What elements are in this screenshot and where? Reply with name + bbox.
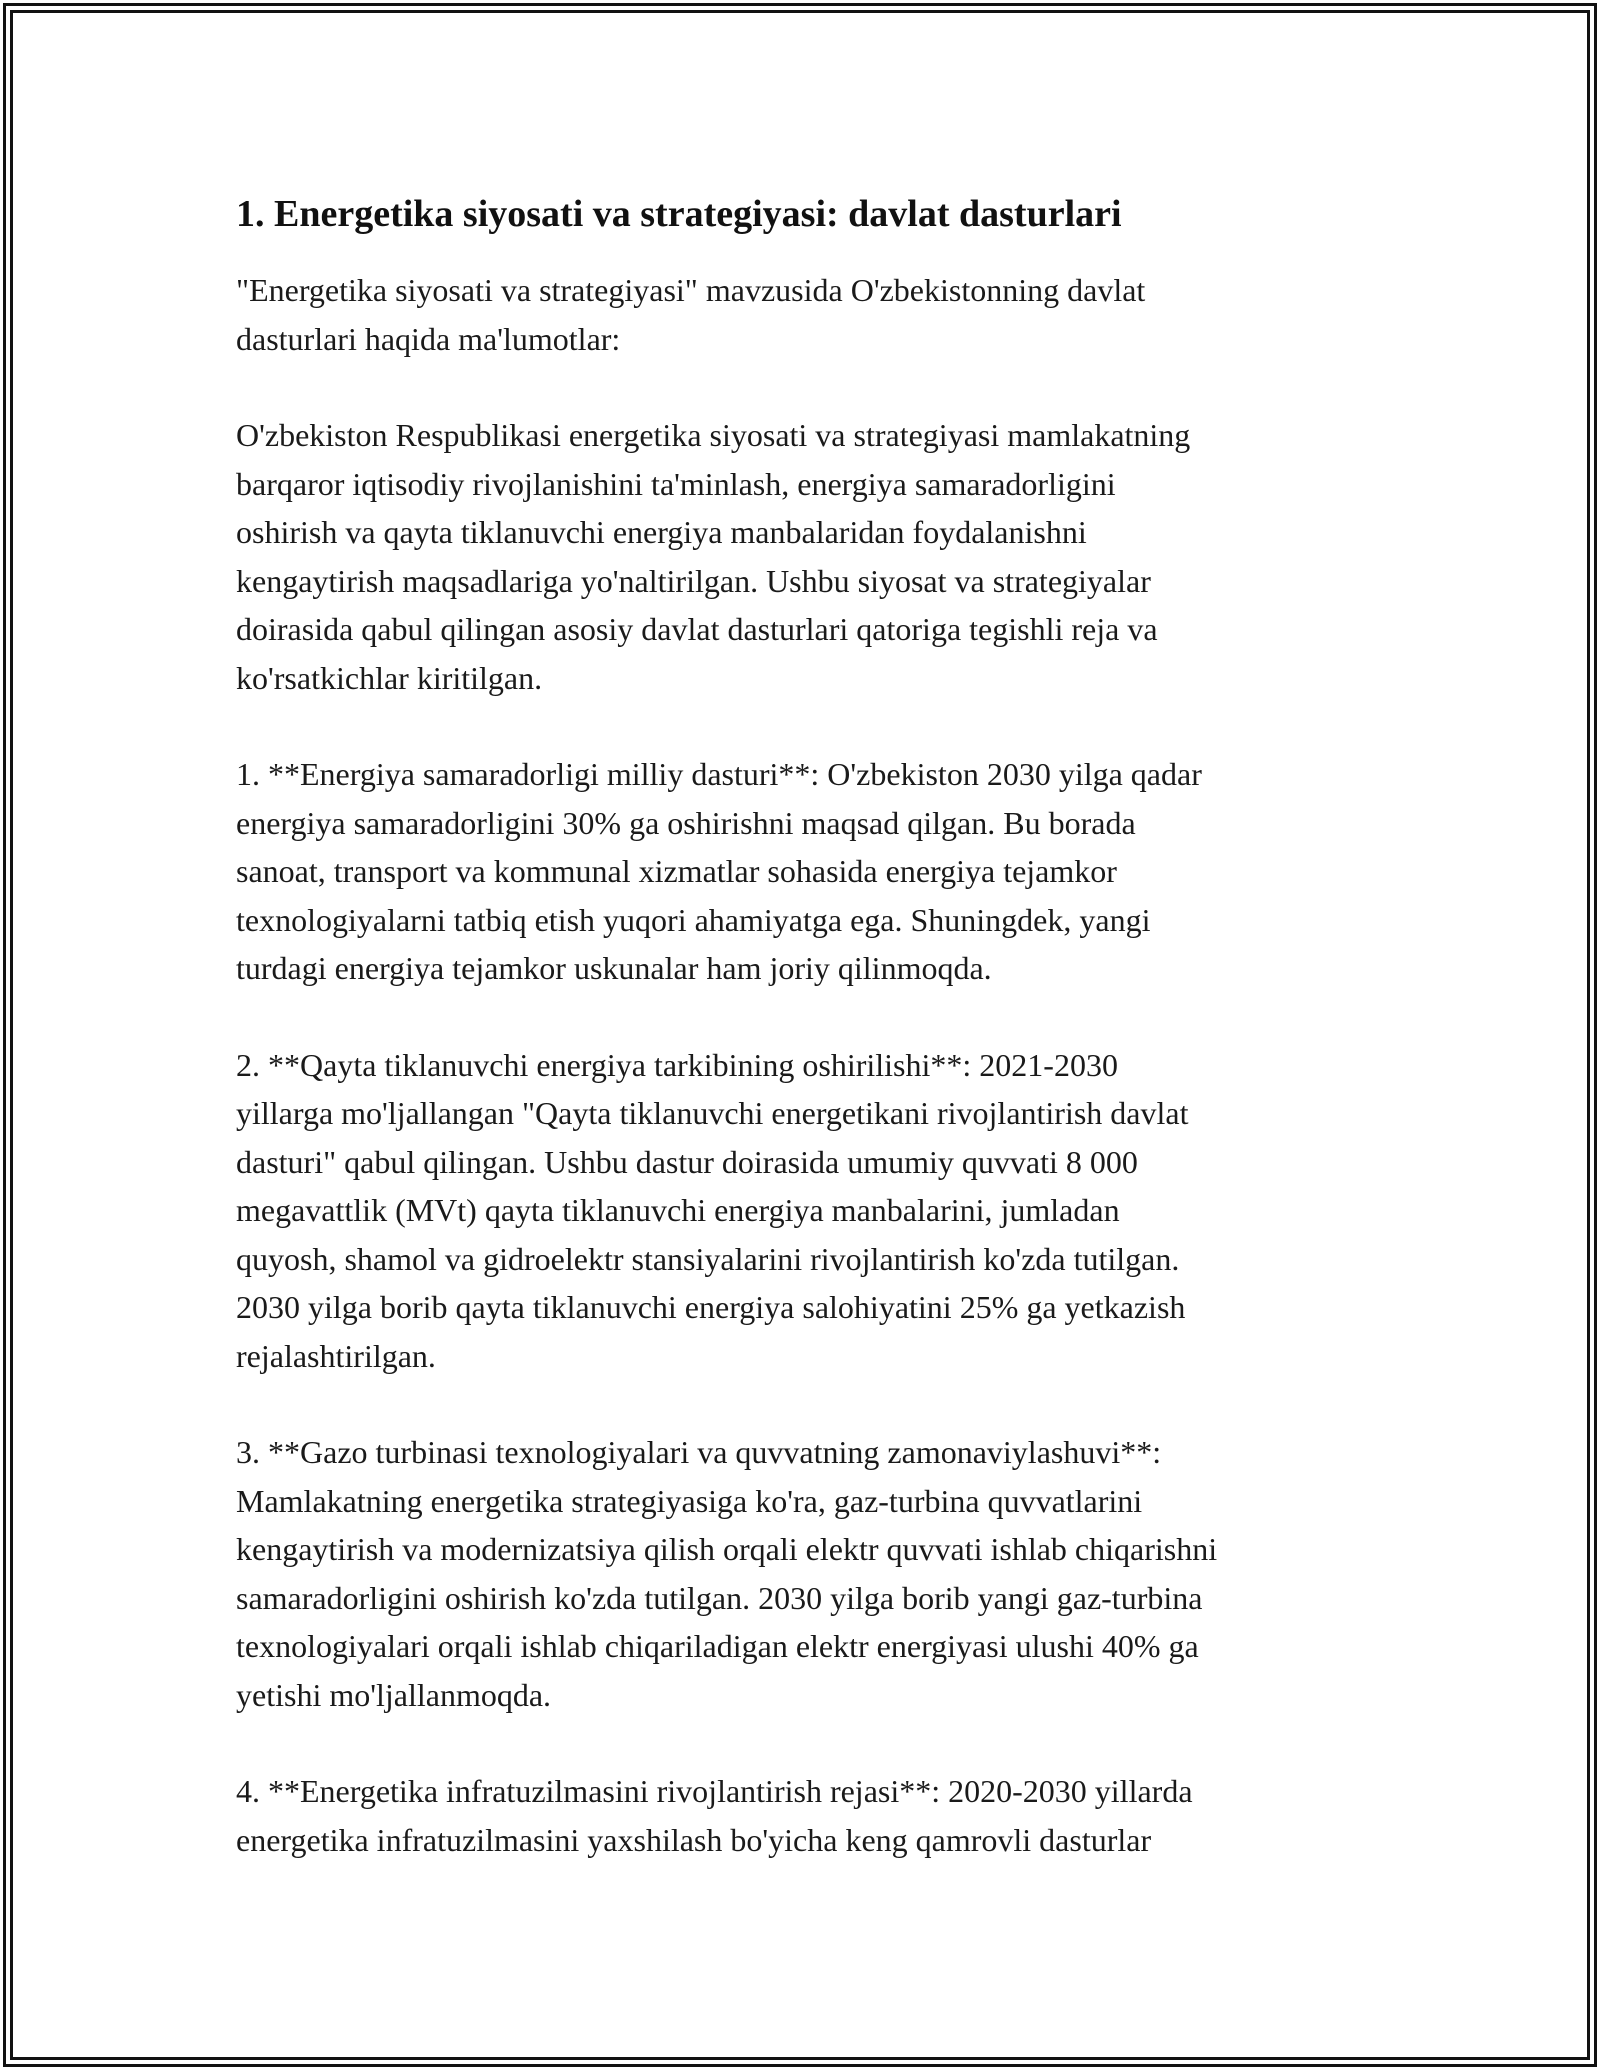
text-line: 1. **Energiya samaradorligi milliy dasturi**: O'zbekiston 2030 yilga qadar — [236, 756, 1202, 792]
text-line: 2030 yilga borib qayta tiklanuvchi energiya salohiyatini 25% ga yetkazish — [236, 1289, 1186, 1325]
text-line: 2. **Qayta tiklanuvchi energiya tarkibining oshirilishi**: 2021-2030 — [236, 1046, 1118, 1083]
intro-paragraph — [236, 266, 1366, 363]
document-title: 1. Energetika siyosati va strategiyasi: davlat dasturlari — [236, 193, 1122, 235]
text-line: ko'rsatkichlar kiritilgan. — [236, 659, 543, 696]
text-line: dasturlari haqida ma'lumotlar: — [236, 320, 621, 357]
text-line: O'zbekiston Respublikasi energetika siyosati va strategiyasi mamlakatning — [236, 417, 1191, 453]
text-line: texnologiyalari orqali ishlab chiqariladigan elektr energiyasi ulushi 40% ga — [236, 1628, 1199, 1664]
text-line: energiya samaradorligini 30% ga oshirishni maqsad qilgan. Bu borada — [236, 804, 1136, 841]
text-line: "Energetika siyosati va strategiyasi" mavzusida O'zbekistonning davlat — [236, 272, 1146, 308]
text-line: Mamlakatning energetika strategiyasiga ko'ra, gaz-turbina quvvatlarini — [236, 1482, 1143, 1519]
overview-paragraph — [236, 411, 1366, 702]
text-line: kengaytirish maqsadlariga yo'naltirilgan. Ushbu siyosat va strategiyalar — [236, 562, 1151, 599]
text-line: texnologiyalarni tatbiq etish yuqori ahamiyatga ega. Shuningdek, yangi — [236, 901, 1151, 938]
text-line: 4. **Energetika infratuzilmasini rivojlantirish rejasi**: 2020-2030 yillarda — [236, 1773, 1193, 1809]
program-item-3 — [236, 1428, 1366, 1719]
text-line: 3. **Gazo turbinasi texnologiyalari va quvvatning zamonaviylashuvi**: — [236, 1434, 1162, 1470]
program-item-2 — [236, 1041, 1366, 1381]
document-body — [236, 186, 1366, 1912]
text-line: doirasida qabul qilingan asosiy davlat dasturlari qatoriga tegishli reja va — [236, 611, 1158, 647]
text-line: energetika infratuzilmasini yaxshilash bo'yicha keng qamrovli dasturlar — [236, 1821, 1152, 1858]
text-line: dasturi" qabul qilingan. Ushbu dastur doirasida umumiy quvvati 8 000 — [236, 1143, 1138, 1180]
text-line: oshirish va qayta tiklanuvchi energiya manbalaridan foydalanishni — [236, 514, 1087, 550]
text-line: kengaytirish va modernizatsiya qilish orqali elektr quvvati ishlab chiqarishni — [236, 1531, 1218, 1567]
text-line: samaradorligini oshirish ko'zda tutilgan. 2030 yilga borib yangi gaz-turbina — [236, 1579, 1203, 1616]
text-line: yetishi mo'ljallanmoqda. — [236, 1676, 552, 1713]
text-line: turdagi energiya tejamkor uskunalar ham joriy qilinmoqda. — [236, 950, 992, 986]
text-line: sanoat, transport va kommunal xizmatlar sohasida energiya tejamkor — [236, 853, 1117, 889]
program-item-1 — [236, 750, 1366, 993]
text-line: megavattlik (MVt) qayta tiklanuvchi energiya manbalarini, jumladan — [236, 1192, 1120, 1228]
text-line: barqaror iqtisodiy rivojlanishini ta'minlash, energiya samaradorligini — [236, 465, 1116, 502]
text-line: yillarga mo'ljallangan "Qayta tiklanuvchi energetikani rivojlantirish davlat — [236, 1095, 1189, 1131]
program-item-4 — [236, 1767, 1366, 1864]
text-line: rejalashtirilgan. — [236, 1337, 436, 1374]
text-line: quyosh, shamol va gidroelektr stansiyalarini rivojlantirish ko'zda tutilgan. — [236, 1240, 1180, 1277]
